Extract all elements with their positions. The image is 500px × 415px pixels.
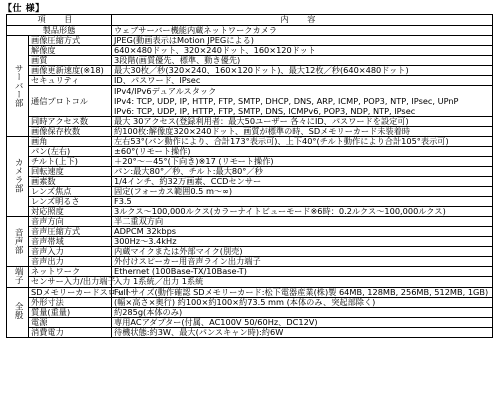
spec-item-label: 音声帯域	[29, 237, 112, 247]
spec-value-line: 640×480ドット、320×240ドット、160×120ドット	[114, 45, 316, 56]
table-row	[7, 227, 493, 237]
spec-value-line: 専用ACアダプター(付属、AC100V 50/60Hz、DC12V)	[114, 316, 318, 327]
section-category-label: カメラ部	[13, 158, 24, 193]
table-row	[7, 36, 493, 46]
table-row	[7, 66, 493, 76]
spec-value-line: IPv4: TCP, UDP, IP, HTTP, FTP, SMTP, DHCP, DNS, ARP, ICMP, POP3, NTP, IPsec, UPnP	[114, 96, 459, 107]
spec-value-line: (幅×高さ×奥行) 約100×約100×約73.5 mm (本体のみ、突起部除く)	[114, 296, 376, 307]
spec-item-value	[112, 217, 493, 227]
section-category	[7, 287, 29, 337]
spec-item-label: ネットワーク	[29, 267, 112, 277]
spec-value-line: F3.5	[114, 196, 132, 207]
spec-item-value	[112, 187, 493, 197]
spec-item-value	[112, 197, 493, 207]
spec-item-value	[112, 66, 493, 76]
table-row	[7, 317, 493, 327]
spec-title: 【仕 様】	[3, 4, 45, 14]
spec-item-label: パン(左右)	[29, 147, 112, 157]
spec-item-value	[112, 117, 493, 127]
spec-item-label: 画質	[29, 56, 112, 66]
spec-item-label: 対応照度	[29, 207, 112, 217]
spec-item-value	[112, 147, 493, 157]
spec-value-line: 半二重双方向	[114, 216, 164, 227]
spec-item-label: 音声圧縮方式	[29, 227, 112, 237]
product-form-value: ウェブサーバー機能内蔵ネットワークカメラ	[112, 26, 493, 36]
spec-value-line: IPv6: TCP, UDP, IP, HTTP, FTP, SMTP, DNS, ICMPv6, POP3, NDP, NTP, IPsec	[114, 106, 416, 117]
spec-item-label: 質量(重量)	[29, 307, 112, 317]
section-category	[7, 267, 29, 287]
table-row	[7, 217, 493, 227]
spec-item-label: 画像更新速度(※18)	[29, 66, 112, 76]
spec-item-value	[112, 56, 493, 66]
spec-item-value	[112, 297, 493, 307]
table-row	[7, 117, 493, 127]
spec-value-line: 約100枚:解像度320×240ドット、画質が標準の時、SDメモリーカード未装着時	[114, 126, 411, 137]
spec-item-label: 通信プロトコル	[29, 86, 112, 117]
table-row	[7, 257, 493, 267]
spec-item-label: 音声出力	[29, 257, 112, 267]
table-row	[7, 157, 493, 167]
spec-item-label: 解像度	[29, 46, 112, 56]
header-row	[7, 15, 493, 26]
spec-item-value	[112, 177, 493, 187]
table-row	[7, 76, 493, 86]
spec-value-line: 入力 1系統／出力 1系統	[114, 276, 204, 287]
spec-item-label: レンズ焦点	[29, 187, 112, 197]
spec-item-value	[112, 137, 493, 147]
section-category-label: 端子	[13, 267, 24, 285]
spec-item-value	[112, 76, 493, 86]
spec-item-label: 画像圧縮方式	[29, 36, 112, 46]
spec-item-value	[112, 207, 493, 217]
spec-value-line: ±60°(リモート操作)	[114, 146, 191, 157]
spec-value-line: ID、パスワード、IPsec	[114, 75, 201, 86]
table-row	[7, 287, 493, 297]
spec-value-line: 外付けスピーカー用音声ライン出力端子	[114, 256, 261, 267]
product-form-label: 製品形態	[7, 26, 112, 36]
spec-item-label: 同時アクセス数	[29, 117, 112, 127]
spec-item-value	[112, 237, 493, 247]
spec-value-line: 1/4インチ、約32万画素、CCDセンサー	[114, 176, 262, 187]
spec-item-value	[112, 36, 493, 46]
spec-value-line: パン:最大80°／秒、チルト:最大80°／秒	[114, 166, 263, 177]
spec-value-line: Full サイズ(動作確認 SDメモリーカード:松下電器産業(株)製 64MB, 128MB, 256MB, 512MB, 1GB)	[114, 286, 489, 297]
table-row	[7, 46, 493, 56]
table-row	[7, 177, 493, 187]
spec-item-label: 音声方向	[29, 217, 112, 227]
table-row	[7, 247, 493, 257]
table-row	[7, 167, 493, 177]
spec-item-label: セキュリティ	[29, 76, 112, 86]
spec-item-value	[112, 317, 493, 327]
spec-item-label: 画素数	[29, 177, 112, 187]
section-category	[7, 217, 29, 267]
spec-item-label: 消費電力	[29, 327, 112, 337]
spec-value-line: JPEG(動画表示はMotion JPEGによる)	[114, 35, 255, 46]
spec-value-line: 内蔵マイクまたは外部マイク(別売)	[114, 246, 243, 257]
table-row	[7, 267, 493, 277]
table-row	[7, 127, 493, 137]
spec-item-label: 電源	[29, 317, 112, 327]
spec-value-line: 3ルクス〜100,000ルクス(カラーナイトビューモード※6時：0.2ルクス〜100,000ルクス)	[114, 206, 446, 217]
spec-value-line: ＋20°〜－45°(下向き)※17 (リモート操作)	[114, 156, 274, 167]
spec-table	[6, 14, 493, 338]
spec-item-value	[112, 277, 493, 287]
spec-value-line: ADPCM 32kbps	[114, 226, 177, 237]
section-category	[7, 137, 29, 217]
spec-item-value	[112, 307, 493, 317]
spec-value-line: 最大 30アクセス(登録利用者：最大50ユーザー 各々にID、パスワードを設定可)	[114, 116, 409, 127]
spec-value-line: 左右53°(パン動作により、合計173°表示可)、上下40°(チルト動作により合計105°表示可)	[114, 136, 449, 147]
spec-item-value	[112, 46, 493, 56]
section-category-label: 音声部	[13, 227, 24, 254]
spec-item-label: 回転速度	[29, 167, 112, 177]
spec-value-line: 300Hz〜3.4kHz	[114, 236, 177, 247]
table-row	[7, 237, 493, 247]
spec-item-label: 音声入力	[29, 247, 112, 257]
table-row	[7, 137, 493, 147]
spec-item-value	[112, 167, 493, 177]
spec-value-line: 3段階(画質優先、標準、動き優先)	[114, 55, 241, 66]
table-row	[7, 277, 493, 287]
table-row	[7, 307, 493, 317]
table-row	[7, 297, 493, 307]
spec-item-value	[112, 257, 493, 267]
spec-item-value	[112, 86, 493, 117]
spec-value-line: Ethernet (100Base-TX/10Base-T)	[114, 266, 247, 277]
spec-item-label: 画角	[29, 137, 112, 147]
table-row	[7, 26, 493, 36]
spec-item-value	[112, 127, 493, 137]
table-row	[7, 56, 493, 66]
spec-item-label: レンズ明るさ	[29, 197, 112, 207]
spec-item-value	[112, 287, 493, 297]
header-item: 項 目	[7, 15, 112, 26]
table-row	[7, 327, 493, 337]
spec-item-value	[112, 247, 493, 257]
spec-item-value	[112, 267, 493, 277]
spec-value-line: 待機状態:約3W、最大(パンスキャン時):約6W	[114, 326, 284, 337]
section-category-label: 全般	[13, 302, 24, 320]
spec-item-value	[112, 327, 493, 337]
spec-value-line: IPv4/IPv6デュアルスタック	[114, 86, 217, 97]
spec-item-label: センサー入力/出力端子	[29, 277, 112, 287]
spec-item-value	[112, 227, 493, 237]
table-row	[7, 207, 493, 217]
table-row	[7, 187, 493, 197]
spec-value-line: 約285g(本体のみ)	[114, 306, 183, 317]
spec-item-label: 外形寸法	[29, 297, 112, 307]
spec-item-label: SDメモリーカードスロット	[29, 287, 112, 297]
spec-item-label: チルト(上下)	[29, 157, 112, 167]
header-content: 内 容	[112, 15, 493, 26]
table-row	[7, 86, 493, 117]
table-row	[7, 197, 493, 207]
spec-value-line: 最大30枚／秒(320×240、160×120ドット)、最大12枚／秒(640×480ドット)	[114, 65, 409, 76]
table-row	[7, 147, 493, 157]
spec-item-label: 画像保存枚数	[29, 127, 112, 137]
spec-value-line: 固定(フォーカス範囲0.5 m〜∞)	[114, 186, 233, 197]
section-category	[7, 36, 29, 137]
section-category-label: サーバー部	[13, 63, 24, 107]
spec-item-value	[112, 157, 493, 167]
